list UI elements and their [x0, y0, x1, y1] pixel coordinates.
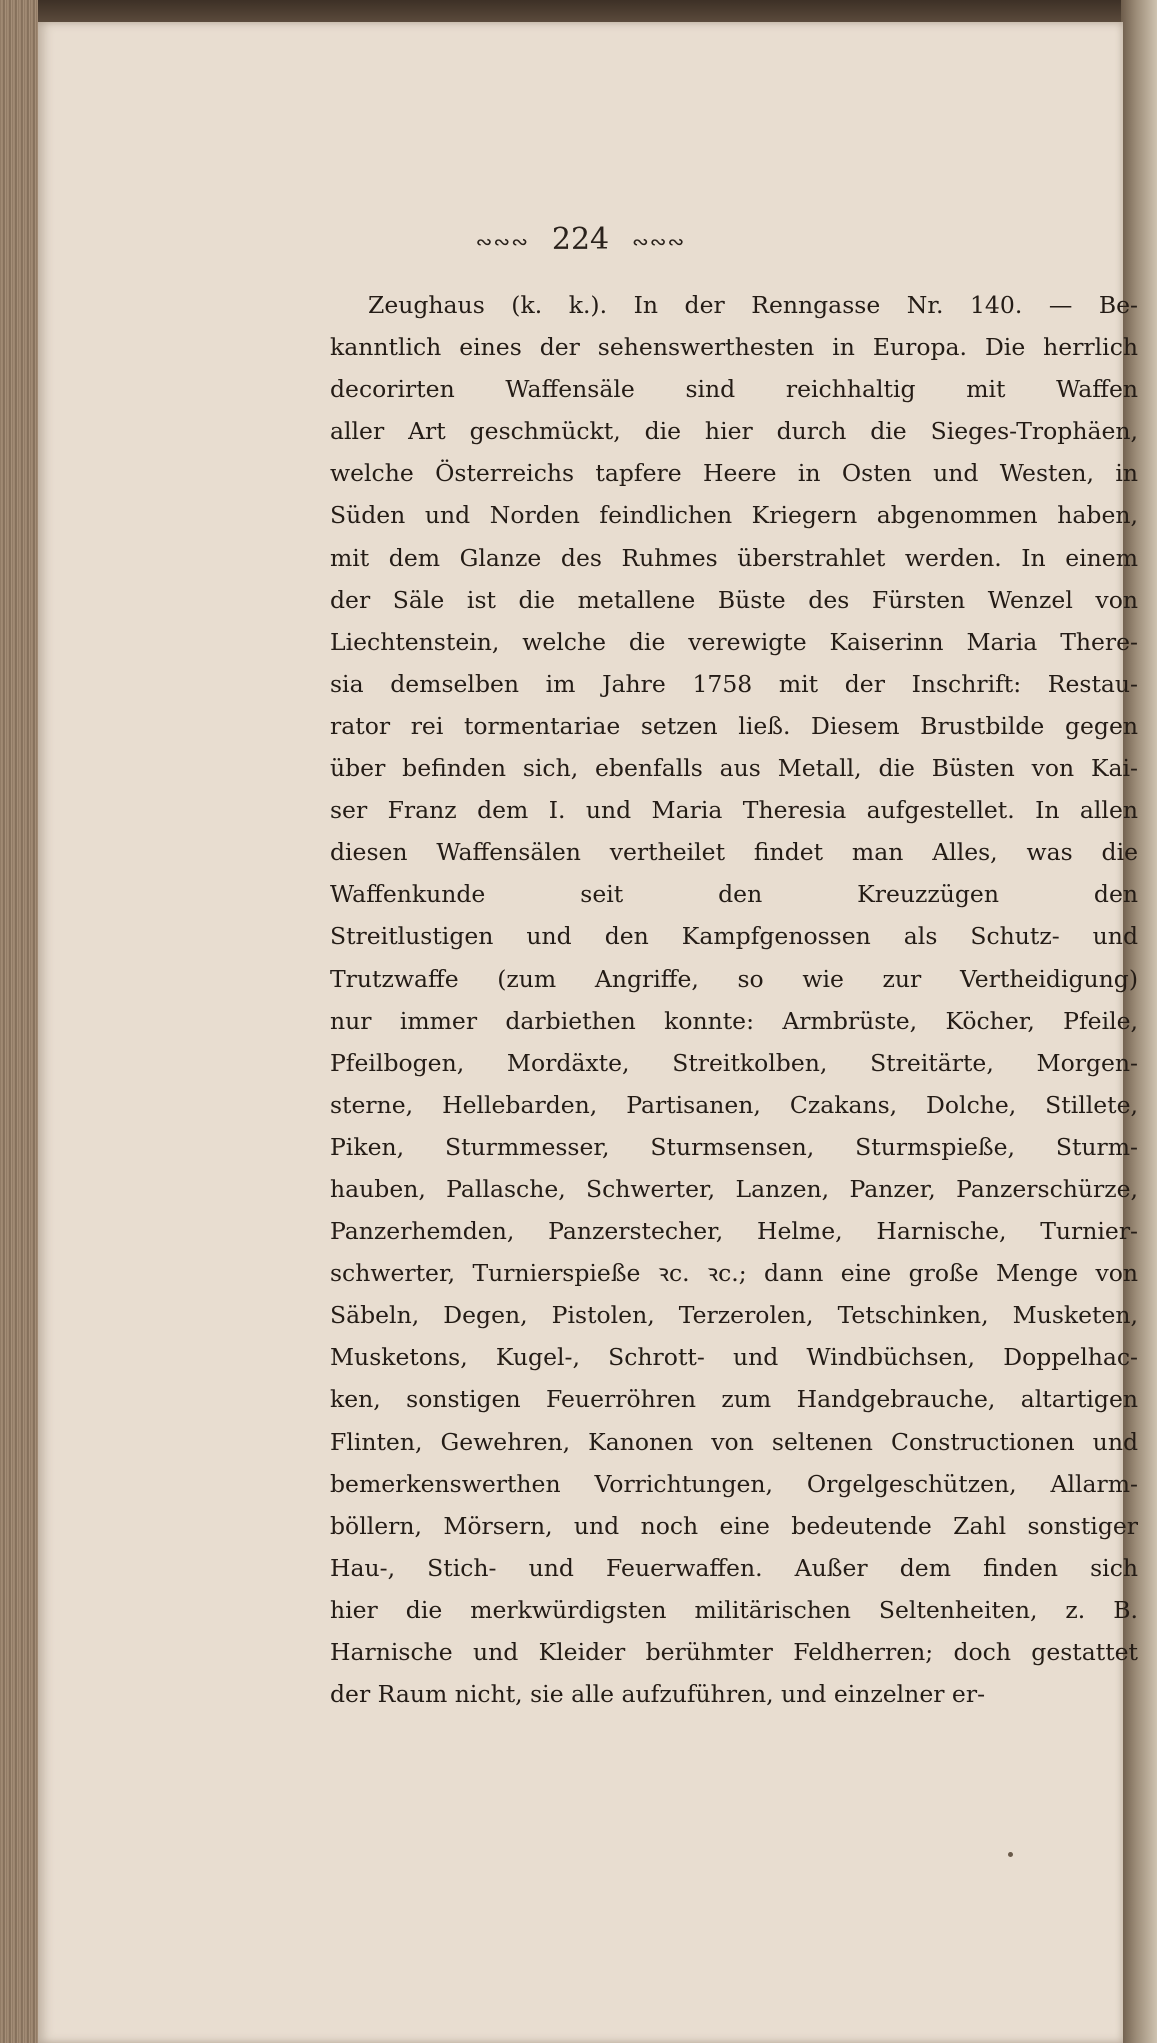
text-line: Piken, Sturmmesser, Sturmsensen, Sturmspieße, Sturm- [330, 1132, 1138, 1161]
text-line: Panzerhemden, Panzerstecher, Helme, Harnische, Turnier- [330, 1217, 1138, 1246]
book-page-edges [0, 0, 38, 2043]
page-header [38, 222, 1123, 257]
page-number: 224 [551, 222, 610, 257]
text-line: mit dem Glanze des Ruhmes überstrahlet werden. In einem [330, 543, 1138, 572]
text-line: böllern, Mörsern, und noch eine bedeutende Zahl sonstiger [330, 1511, 1138, 1540]
text-line: sterne, Hellebarden, Partisanen, Czakans, Dolche, Stillete, [330, 1090, 1138, 1119]
text-line: schwerter, Turnierspieße ꝛc. ꝛc.; dann eine große Menge von [330, 1259, 1138, 1288]
text-line: Süden und Norden feindlichen Kriegern abgenommen haben, [330, 501, 1138, 530]
text-line: der Säle ist die metallene Büste des Fürsten Wenzel von [330, 585, 1138, 614]
text-line: nur immer darbiethen konnte: Armbrüste, Köcher, Pfeile, [330, 1006, 1138, 1035]
text-line: kanntlich eines der sehenswerthesten in Europa. Die herrlich [330, 333, 1138, 362]
text-line: hier die merkwürdigsten militärischen Seltenheiten, z. B. [330, 1595, 1138, 1624]
text-line: hauben, Pallasche, Schwerter, Lanzen, Panzer, Panzerschürze, [330, 1174, 1138, 1203]
book-top-edge [0, 0, 1157, 22]
text-line: Streitlustigen und den Kampfgenossen als Schutz- und [330, 922, 1138, 951]
text-line: rator rei tormentariae setzen ließ. Diesem Brustbilde gegen [330, 711, 1138, 740]
ornament-left: ∾∾∾ [475, 229, 529, 254]
body-paragraph [330, 284, 1138, 1715]
book-page [38, 22, 1138, 2043]
text-line: Hau-, Stich- und Feuerwaffen. Außer dem finden sich [330, 1553, 1138, 1582]
text-line: der Raum nicht, sie alle aufzuführen, und einzelner er- [330, 1680, 986, 1709]
text-line: Liechtenstein, welche die verewigte Kaiserinn Maria There- [330, 627, 1138, 656]
text-line: Trutzwaffe (zum Angriffe, so wie zur Vertheidigung) [330, 964, 1138, 993]
text-line: Musketons, Kugel-, Schrott- und Windbüchsen, Doppelhac- [330, 1343, 1138, 1372]
text-line: welche Österreichs tapfere Heere in Osten und Westen, in [330, 459, 1138, 488]
text-line: decorirten Waffensäle sind reichhaltig mit Waffen [330, 375, 1138, 404]
text-line: diesen Waffensälen vertheilet findet man Alles, was die [330, 838, 1138, 867]
text-line: Pfeilbogen, Mordäxte, Streitkolben, Streitärte, Morgen- [330, 1048, 1138, 1077]
text-line: Zeughaus (k. k.). In der Renngasse Nr. 140. — Be- [368, 291, 1138, 319]
text-line: Harnische und Kleider berühmter Feldherren; doch gestattet [330, 1638, 1138, 1666]
text-line: ken, sonstigen Feuerröhren zum Handgebrauche, altartigen [330, 1385, 1138, 1414]
text-line: Waffenkunde seit den Kreuzzügen den [330, 880, 1138, 909]
ornament-right: ∾∾∾ [632, 229, 686, 254]
text-line: bemerkenswerthen Vorrichtungen, Orgelgeschützen, Allarm- [330, 1469, 1138, 1498]
text-line: über befinden sich, ebenfalls aus Metall, die Büsten von Kai- [330, 754, 1138, 783]
paper-spot [1008, 1852, 1013, 1857]
text-line: ser Franz dem I. und Maria Theresia aufgestellet. In allen [330, 796, 1138, 825]
text-line: Säbeln, Degen, Pistolen, Terzerolen, Tetschinken, Musketen, [330, 1301, 1138, 1330]
text-line: sia demselben im Jahre 1758 mit der Inschrift: Restau- [330, 669, 1138, 698]
text-line: aller Art geschmückt, die hier durch die Sieges-Trophäen, [330, 417, 1138, 446]
text-line: Flinten, Gewehren, Kanonen von seltenen Constructionen und [330, 1427, 1138, 1456]
